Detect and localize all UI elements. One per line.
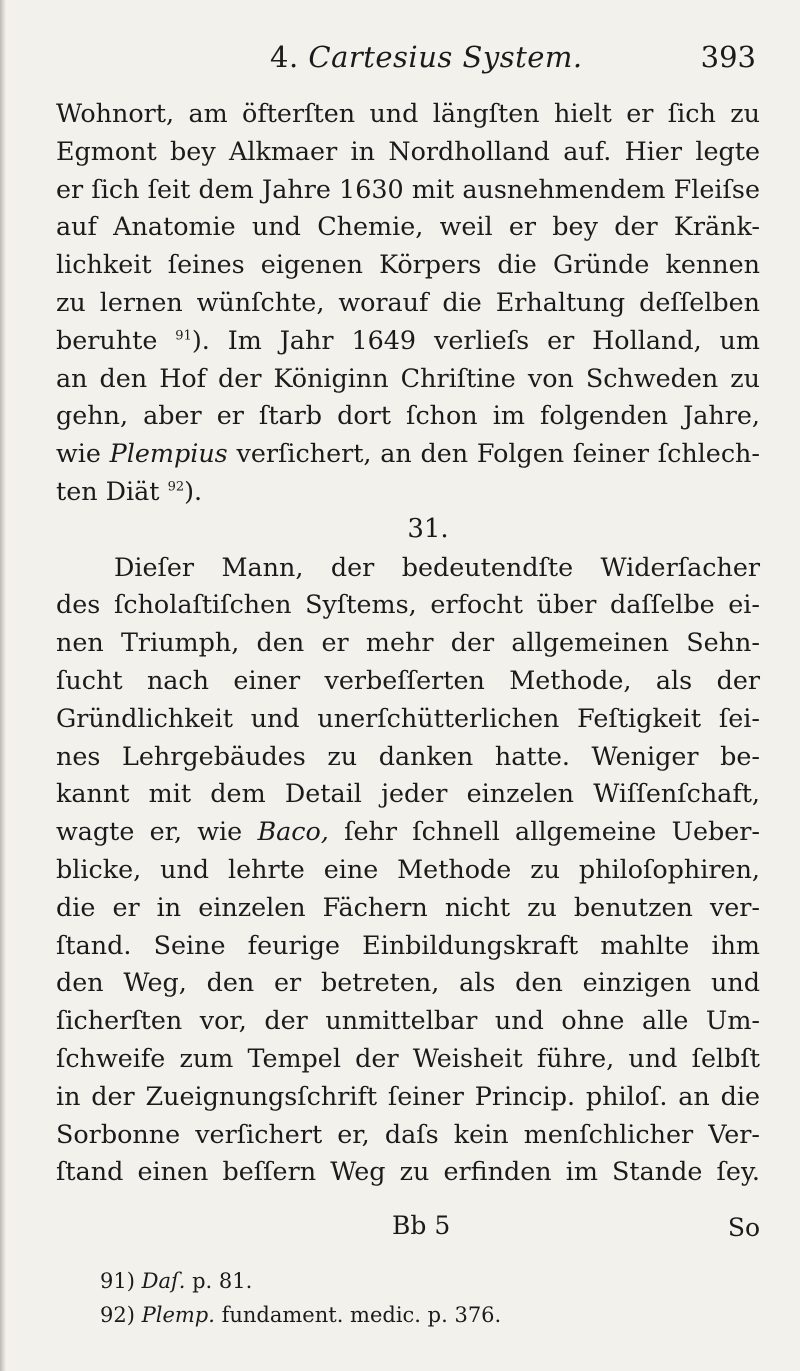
text-line: die er in einzelen Fächern nicht zu benutzen ver- <box>56 891 760 922</box>
text-line: blicke, und lehrte eine Methode zu philoſophiren, <box>56 853 760 884</box>
text-line: kannt mit dem Detail jeder einzelen Wiſſenſchaft, <box>56 778 760 809</box>
text-line: ſchweife zum Tempel der Weisheit führe, und ſelbſt <box>56 1042 760 1073</box>
text-line: Dieſer Mann, der bedeutendſte Widerſacher <box>114 551 760 582</box>
text-fragment: beruhte <box>56 324 158 355</box>
text-line: ſucht nach einer verbeſſerten Methode, als der <box>56 664 760 695</box>
text-line: an den Hof der Königinn Chriſtine von Schweden zu <box>56 362 760 393</box>
text-line: in der Zueignungsſchrift ſeiner Princip. philoſ. an die <box>56 1080 760 1111</box>
text-line: auf Anatomie und Chemie, weil er bey der Kränk- <box>56 211 760 242</box>
footnote-reference: 92 <box>167 479 185 495</box>
chapter-title: Cartesius System. <box>308 40 583 74</box>
footnote-ref: p. 81. <box>192 1269 253 1293</box>
text-line: Gründlichkeit und unerſchütterlichen Feſtigkeit ſei- <box>56 702 760 733</box>
text-line: des ſcholaſtiſchen Syſtems, erfocht über daſſelbe ei- <box>56 589 760 620</box>
footnote-source: Plemp. <box>141 1303 215 1327</box>
text-line: ſtand. Seine feurige Einbildungskraft mahlte ihm <box>56 929 760 960</box>
chapter-number: 4. <box>270 40 299 74</box>
text-line: Egmont bey Alkmaer in Nordholland auf. Hier legte <box>56 135 760 166</box>
footnote <box>100 1264 720 1298</box>
text-fragment: ſehr ſchnell allgemeine Ueber- <box>344 816 760 847</box>
text-line <box>56 322 760 360</box>
person-name: Plempius <box>109 438 228 469</box>
text-line: nes Lehrgebäudes zu danken hatte. Weniger be- <box>56 740 760 771</box>
printer-signature: Bb 5 <box>392 1211 451 1240</box>
signature-row <box>56 1205 760 1245</box>
footnote-source: Daſ. <box>141 1269 186 1293</box>
footnote-marker: 92) <box>100 1303 135 1327</box>
text-line: ſtand einen beſſern Weg zu erfinden im Stande ſey. <box>56 1156 760 1187</box>
person-name: Baco, <box>257 816 329 847</box>
running-title <box>270 40 583 74</box>
main-text <box>56 95 760 1191</box>
text-line: gehn, aber er ſtarb dort ſchon im folgenden Jahre, <box>56 400 760 431</box>
footnote-reference: 91 <box>175 328 192 344</box>
text-line: Wohnort, am öfterſten und längſten hielt er ſich zu <box>56 98 760 128</box>
text-line: lichkeit ſeines eigenen Körpers die Gründe kennen <box>56 249 760 280</box>
text-line <box>56 435 760 473</box>
text-line <box>56 473 760 511</box>
section-number: 31. <box>407 513 449 544</box>
text-fragment: ). Im Jahr 1649 verlieſs er Holland, um <box>191 324 760 355</box>
text-line: den Weg, den er betreten, als den einzigen und <box>56 967 760 998</box>
page-header <box>58 38 764 88</box>
text-fragment: wagte er, wie <box>56 816 243 847</box>
text-fragment: ten Diät <box>56 475 160 506</box>
text-fragment: ). <box>184 475 203 506</box>
text-line: Sorbonne verſichert er, daſs kein menſchlicher Ver- <box>56 1118 760 1149</box>
text-line: nen Triumph, den er mehr der allgemeinen Sehn- <box>56 627 760 658</box>
catchword: So <box>727 1213 760 1242</box>
footnote-ref: fundament. medic. p. 376. <box>221 1303 502 1327</box>
page-number: 393 <box>700 40 756 74</box>
text-line: ſicherſten vor, der unmittelbar und ohne alle Um- <box>56 1005 760 1036</box>
footnotes <box>100 1264 720 1332</box>
text-fragment: wie <box>56 438 101 469</box>
text-line: er ſich ſeit dem Jahre 1630 mit ausnehmendem Fleiſse <box>56 173 760 204</box>
footnote <box>100 1298 720 1332</box>
text-line: zu lernen wünſchte, worauf die Erhaltung deſſelben <box>56 286 760 317</box>
footnote-marker: 91) <box>100 1269 135 1293</box>
text-line <box>56 813 760 851</box>
text-fragment: verſichert, an den Folgen ſeiner ſchlech- <box>236 438 760 469</box>
